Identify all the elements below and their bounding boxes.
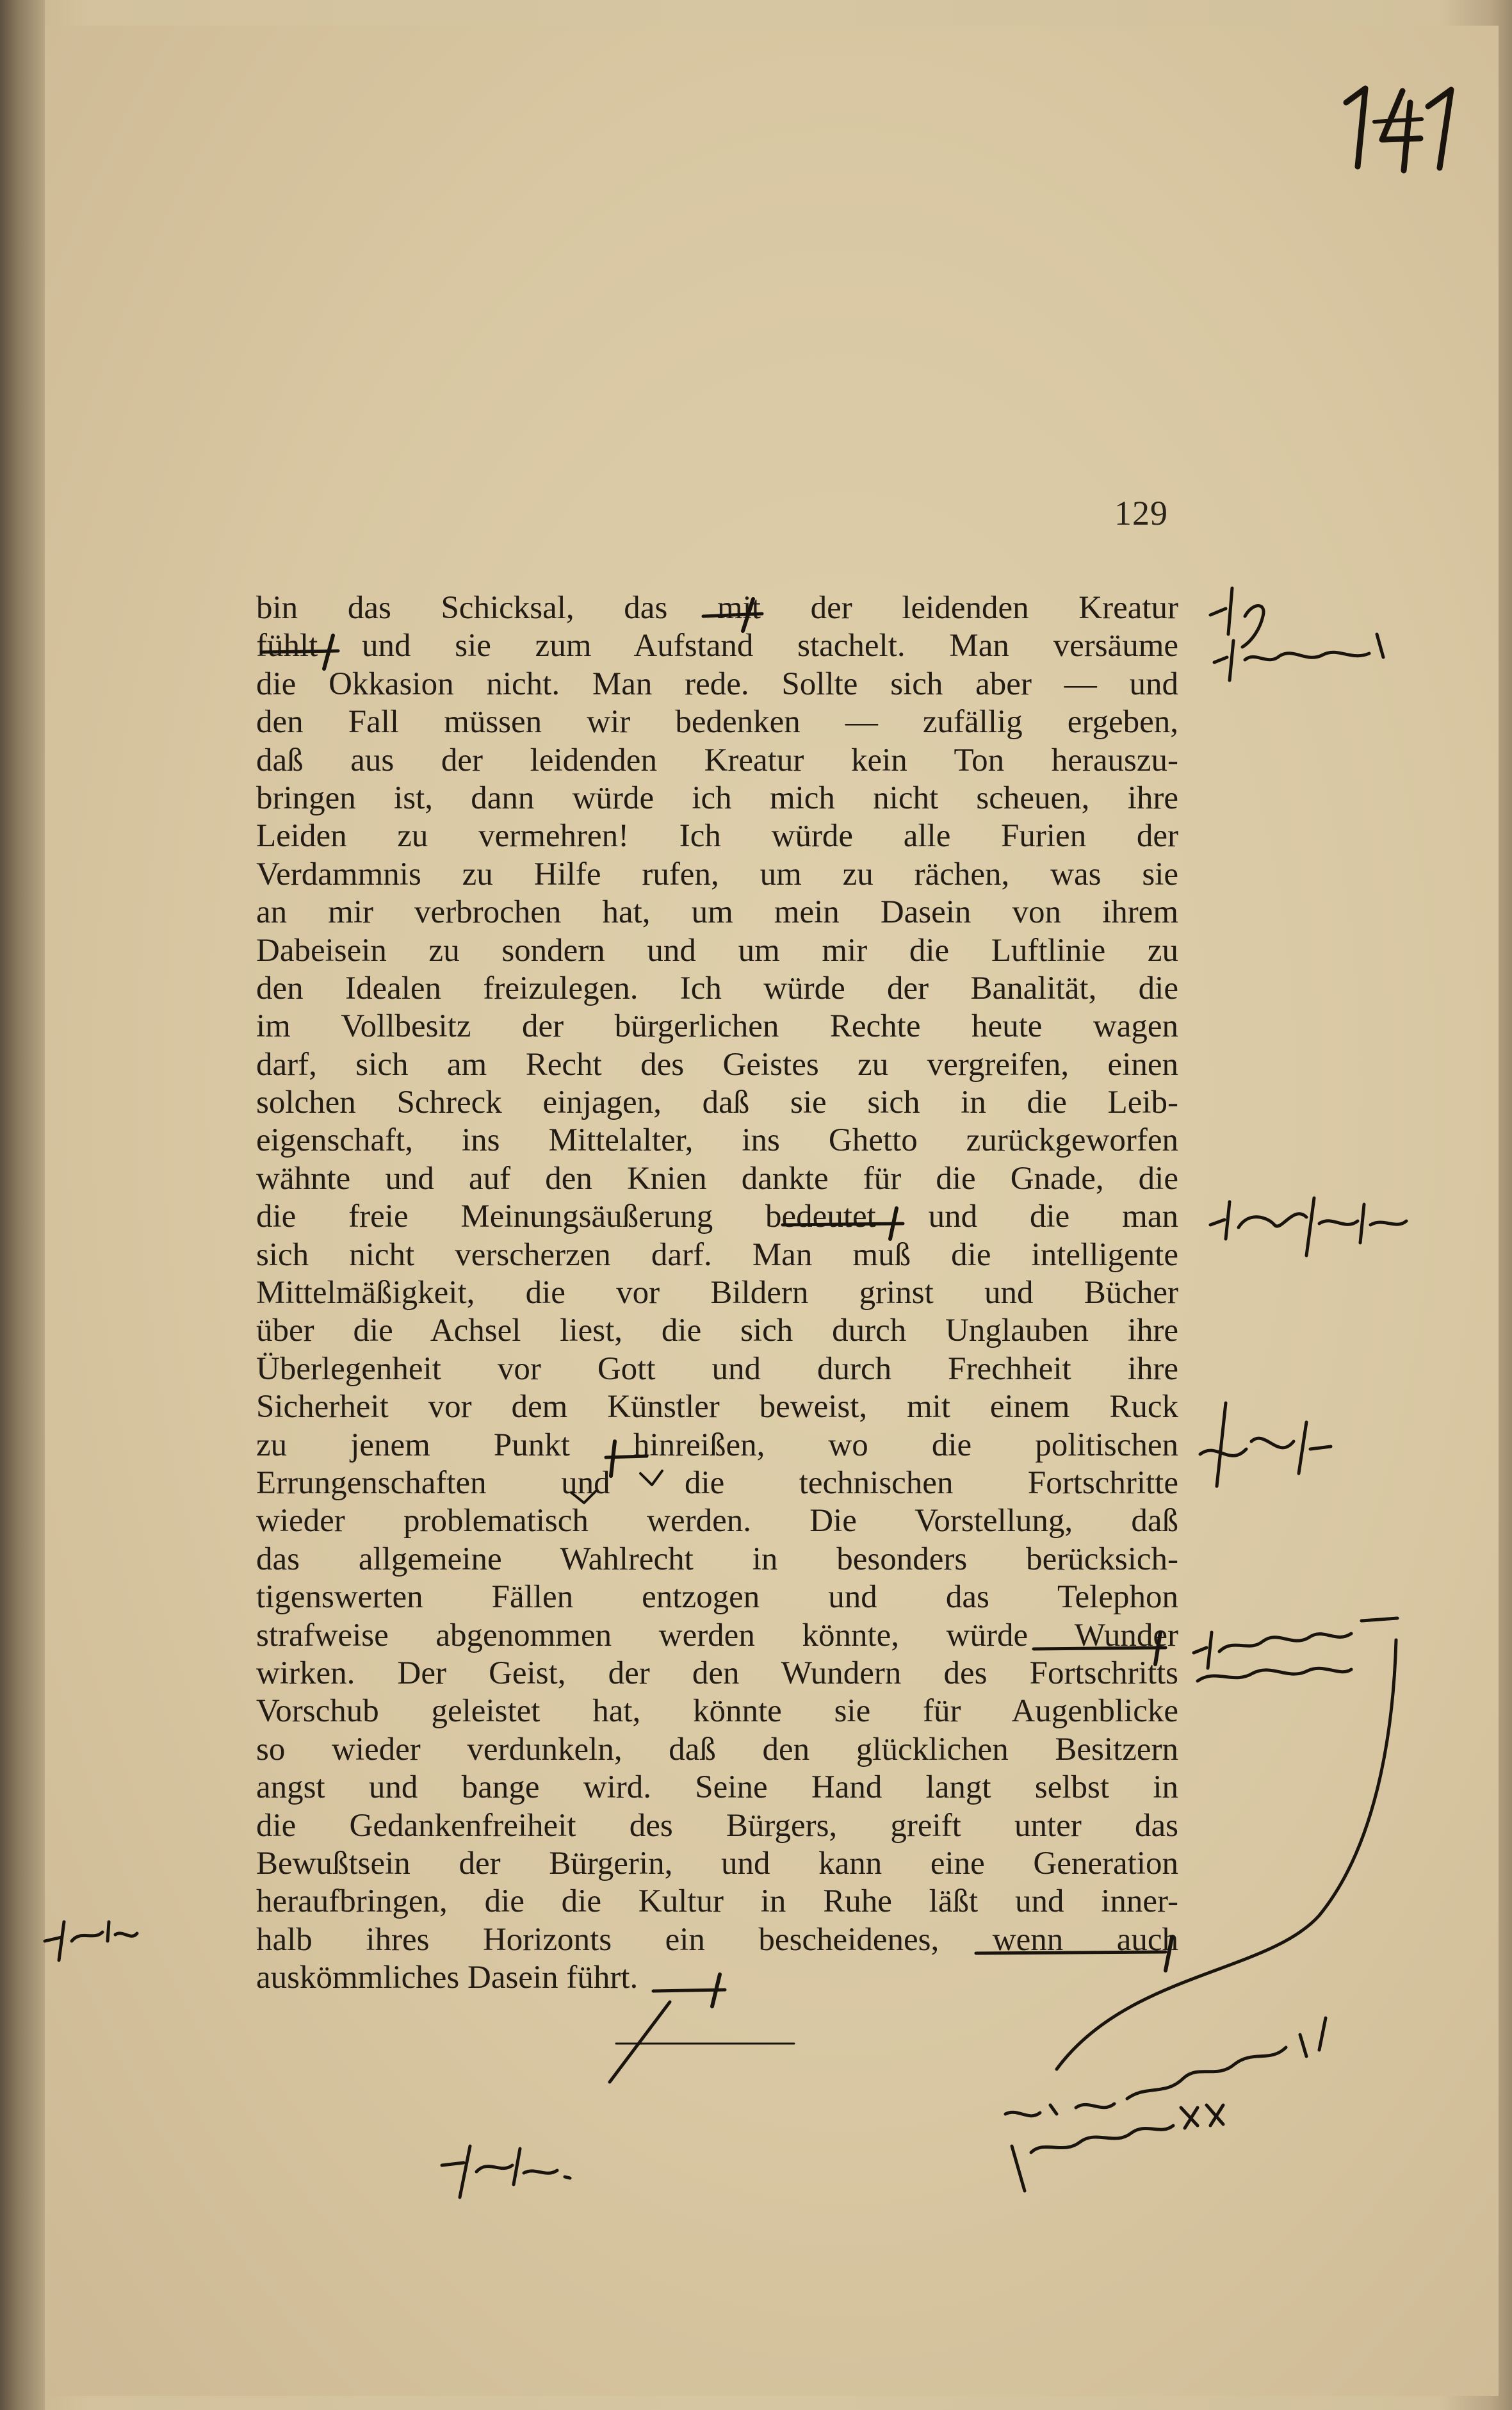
text-line: solchen Schreck einjagen, daß sie sich in die Leib- <box>256 1085 1178 1121</box>
text-line: Überlegenheit vor Gott und durch Frechheit ihre <box>256 1350 1178 1387</box>
text-line: wirken. Der Geist, der den Wundern des Fortschritts <box>256 1655 1178 1691</box>
page-number: 129 <box>1114 494 1168 532</box>
text-line: Dabeisein zu sondern und um mir die Luftlinie zu <box>256 932 1178 969</box>
text-line: angst und bange wird. Seine Hand langt selbst in <box>256 1769 1178 1806</box>
text-line: fühlt und sie zum Aufstand stachelt. Man versäume <box>256 628 1178 664</box>
body-text <box>256 589 1178 1997</box>
handwritten-folio-number <box>1332 77 1479 179</box>
text-line: Sicherheit vor dem Künstler beweist, mit einem Ruck <box>256 1389 1178 1425</box>
text-line: die Okkasion nicht. Man rede. Sollte sich aber — und <box>256 666 1178 702</box>
text-line: Leiden zu vermehren! Ich würde alle Furien der <box>256 818 1178 855</box>
text-line: den Idealen freizulegen. Ich würde der Banalität, die <box>256 970 1178 1006</box>
text-line: Mittelmäßigkeit, die vor Bildern grinst und Bücher <box>256 1275 1178 1311</box>
text-line: Vorschub geleistet hat, könnte sie für Augenblicke <box>256 1693 1178 1730</box>
text-line: so wieder verdunkeln, daß den glücklichen Besitzern <box>256 1731 1178 1767</box>
text-line: tigenswerten Fällen entzogen und das Telephon <box>256 1579 1178 1616</box>
text-line: wähnte und auf den Knien dankte für die Gnade, die <box>256 1160 1178 1197</box>
text-line: den Fall müssen wir bedenken — zufällig ergeben, <box>256 704 1178 741</box>
text-line: bin das Schicksal, das mit der leidenden Kreatur <box>256 590 1178 626</box>
text-line: heraufbringen, die die Kultur in Ruhe läßt und inner- <box>256 1883 1178 1920</box>
text-line: Verdammnis zu Hilfe rufen, um zu rächen, was sie <box>256 856 1178 892</box>
text-line: auskömmliches Dasein führt. <box>256 1960 638 1996</box>
text-line: darf, sich am Recht des Geistes zu vergreifen, einen <box>256 1046 1178 1083</box>
text-line: strafweise abgenommen werden könnte, würde Wunder <box>256 1617 1178 1653</box>
text-line: die freie Meinungsäußerung bedeutet und die man <box>256 1199 1178 1235</box>
text-line: sich nicht verscherzen darf. Man muß die intelligente <box>256 1236 1178 1273</box>
text-line: die Gedankenfreiheit des Bürgers, greift unter das <box>256 1807 1178 1844</box>
text-line: Errungenschaften und die technischen Fortschritte <box>256 1464 1178 1501</box>
text-line: das allgemeine Wahlrecht in besonders berücksich- <box>256 1541 1178 1577</box>
book-binding-edge <box>0 0 45 2410</box>
text-line: bringen ist, dann würde ich mich nicht scheuen, ihre <box>256 780 1178 816</box>
text-line: im Vollbesitz der bürgerlichen Rechte heute wagen <box>256 1008 1178 1045</box>
text-line: daß aus der leidenden Kreatur kein Ton herauszu- <box>256 742 1178 778</box>
text-line: halb ihres Horizonts ein bescheidenes, wenn auch <box>256 1921 1178 1958</box>
text-line: wieder problematisch werden. Die Vorstellung, daß <box>256 1503 1178 1539</box>
text-line: zu jenem Punkt hinreißen, wo die politischen <box>256 1427 1178 1463</box>
text-line: eigenschaft, ins Mittelalter, ins Ghetto zurückgeworfen <box>256 1122 1178 1159</box>
text-line: an mir verbrochen hat, um mein Dasein von ihrem <box>256 894 1178 931</box>
text-line: über die Achsel liest, die sich durch Unglauben ihre <box>256 1313 1178 1349</box>
text-line: Bewußtsein der Bürgerin, und kann eine Generation <box>256 1845 1178 1881</box>
